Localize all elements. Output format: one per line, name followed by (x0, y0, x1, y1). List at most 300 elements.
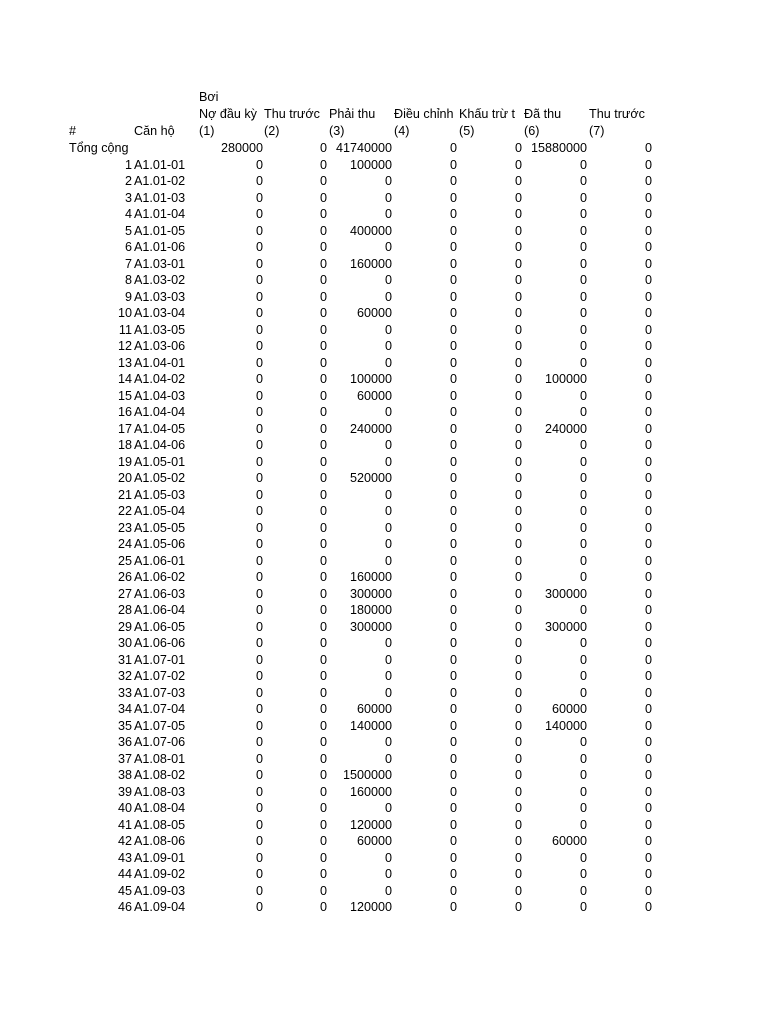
value-cell: 0 (644, 537, 652, 551)
unit-code: A1.05-05 (134, 520, 186, 535)
value-cell: 0 (319, 487, 327, 502)
col-6-name: Đã thu (524, 107, 562, 121)
row-number: 14 (117, 372, 132, 386)
value-cell: 0 (384, 652, 392, 667)
unit-code: A1.06-06 (134, 636, 186, 650)
value-cell: 0 (514, 636, 522, 650)
value-cell: 0 (579, 471, 587, 485)
value-cell: 0 (579, 504, 587, 518)
value-cell: 0 (319, 322, 327, 337)
col-7-name: Thu trước (589, 107, 645, 121)
unit-code: A1.09-01 (134, 850, 186, 865)
value-cell: 0 (644, 223, 652, 238)
value-cell: 0 (319, 190, 327, 205)
row-number: 8 (124, 273, 132, 287)
value-cell: 0 (514, 289, 522, 304)
value-cell: 0 (319, 570, 327, 584)
value-cell: 0 (384, 636, 392, 650)
value-cell: 0 (514, 421, 522, 436)
value-cell: 0 (579, 867, 587, 881)
value-cell: 0 (319, 306, 327, 320)
value-cell: 0 (449, 685, 457, 700)
value-cell: 0 (514, 570, 522, 584)
value-cell: 240000 (349, 421, 392, 436)
unit-code: A1.06-01 (134, 553, 186, 568)
value-cell: 0 (514, 207, 522, 221)
value-cell: 0 (384, 273, 392, 287)
value-cell: 0 (449, 405, 457, 419)
value-cell: 0 (514, 405, 522, 419)
value-cell: 0 (255, 652, 263, 667)
value-cell: 0 (255, 553, 263, 568)
value-cell: 0 (319, 586, 327, 601)
value-cell: 0 (579, 256, 587, 271)
row-number: 15 (117, 388, 132, 403)
value-cell: 0 (514, 702, 522, 716)
value-cell: 0 (319, 801, 327, 815)
unit-code: A1.01-02 (134, 174, 186, 188)
value-cell: 0 (255, 240, 263, 254)
col-5-name: Khấu trừ t (459, 107, 516, 121)
row-number: 41 (117, 817, 132, 832)
value-cell: 0 (255, 520, 263, 535)
value-cell: 0 (319, 520, 327, 535)
unit-code: A1.01-01 (134, 157, 186, 172)
value-cell: 0 (319, 883, 327, 898)
value-cell: 0 (644, 289, 652, 304)
row-number: 4 (124, 207, 132, 221)
row-number: 43 (117, 850, 132, 865)
value-cell: 0 (255, 801, 263, 815)
value-cell: 0 (579, 355, 587, 370)
value-cell: 0 (449, 586, 457, 601)
unit-header: Căn hộ (134, 124, 175, 138)
value-cell: 0 (514, 174, 522, 188)
value-cell: 0 (255, 619, 263, 634)
row-number: 28 (117, 603, 132, 617)
unit-code: A1.07-05 (134, 718, 186, 733)
value-cell: 0 (319, 174, 327, 188)
value-cell: 0 (319, 537, 327, 551)
value-cell: 0 (384, 454, 392, 469)
total-label: Tổng cộng (69, 141, 129, 155)
value-cell: 0 (319, 240, 327, 254)
unit-code: A1.04-05 (134, 421, 186, 436)
value-cell: 0 (384, 289, 392, 304)
value-cell: 0 (255, 504, 263, 518)
value-cell: 0 (449, 388, 457, 403)
col-5-code: (5) (459, 124, 475, 138)
value-cell: 0 (449, 735, 457, 749)
total-cell: 0 (449, 141, 457, 155)
value-cell: 0 (319, 900, 327, 914)
value-cell: 0 (514, 817, 522, 832)
value-cell: 0 (255, 685, 263, 700)
row-number: 1 (124, 157, 132, 172)
value-cell: 0 (579, 306, 587, 320)
value-cell: 0 (644, 504, 652, 518)
value-cell: 0 (255, 256, 263, 271)
hash-header: # (69, 124, 77, 138)
total-cell: 15880000 (530, 141, 587, 155)
value-cell: 0 (644, 834, 652, 848)
row-number: 13 (117, 355, 132, 370)
value-cell: 0 (644, 372, 652, 386)
value-cell: 0 (319, 702, 327, 716)
value-cell: 0 (449, 207, 457, 221)
unit-code: A1.05-06 (134, 537, 186, 551)
row-number: 42 (117, 834, 132, 848)
value-cell: 0 (319, 751, 327, 766)
value-cell: 0 (579, 883, 587, 898)
value-cell: 0 (449, 240, 457, 254)
value-cell: 0 (449, 850, 457, 865)
value-cell: 0 (384, 520, 392, 535)
value-cell: 0 (384, 751, 392, 766)
value-cell: 0 (449, 289, 457, 304)
value-cell: 0 (644, 883, 652, 898)
value-cell: 0 (255, 157, 263, 172)
value-cell: 0 (319, 454, 327, 469)
value-cell: 0 (384, 801, 392, 815)
value-cell: 0 (384, 504, 392, 518)
row-number: 38 (117, 768, 132, 782)
value-cell: 0 (514, 784, 522, 799)
value-cell: 0 (319, 636, 327, 650)
value-cell: 0 (319, 471, 327, 485)
value-cell: 0 (255, 339, 263, 353)
value-cell: 0 (384, 487, 392, 502)
value-cell: 0 (384, 850, 392, 865)
value-cell: 0 (579, 289, 587, 304)
value-cell: 0 (644, 636, 652, 650)
value-cell: 120000 (349, 817, 392, 832)
value-cell: 0 (449, 322, 457, 337)
value-cell: 0 (514, 388, 522, 403)
value-cell: 0 (514, 603, 522, 617)
row-number: 21 (117, 487, 132, 502)
row-number: 37 (117, 751, 132, 766)
value-cell: 0 (255, 421, 263, 436)
value-cell: 0 (319, 850, 327, 865)
value-cell: 0 (255, 273, 263, 287)
value-cell: 0 (644, 471, 652, 485)
value-cell: 0 (255, 702, 263, 716)
value-cell: 100000 (349, 372, 392, 386)
value-cell: 0 (514, 586, 522, 601)
value-cell: 180000 (349, 603, 392, 617)
value-cell: 0 (319, 388, 327, 403)
value-cell: 0 (319, 718, 327, 733)
value-cell: 0 (255, 636, 263, 650)
value-cell: 0 (644, 570, 652, 584)
value-cell: 0 (579, 405, 587, 419)
value-cell: 0 (255, 372, 263, 386)
value-cell: 0 (384, 322, 392, 337)
value-cell: 0 (514, 867, 522, 881)
value-cell: 140000 (544, 718, 587, 733)
col-2-code: (2) (264, 124, 280, 138)
unit-code: A1.03-02 (134, 273, 186, 287)
row-number: 44 (117, 867, 132, 881)
col-4-code: (4) (394, 124, 410, 138)
unit-code: A1.09-02 (134, 867, 186, 881)
value-cell: 0 (644, 174, 652, 188)
value-cell: 0 (449, 273, 457, 287)
value-cell: 0 (255, 405, 263, 419)
value-cell: 0 (579, 801, 587, 815)
value-cell: 0 (449, 553, 457, 568)
unit-code: A1.07-06 (134, 735, 186, 749)
value-cell: 160000 (349, 570, 392, 584)
value-cell: 0 (644, 652, 652, 667)
value-cell: 0 (255, 438, 263, 452)
value-cell: 0 (449, 570, 457, 584)
value-cell: 0 (579, 339, 587, 353)
value-cell: 0 (514, 751, 522, 766)
value-cell: 0 (319, 421, 327, 436)
value-cell: 0 (255, 454, 263, 469)
value-cell: 0 (514, 685, 522, 700)
value-cell: 0 (384, 339, 392, 353)
value-cell: 0 (255, 388, 263, 403)
value-cell: 0 (319, 834, 327, 848)
unit-code: A1.04-03 (134, 388, 186, 403)
value-cell: 0 (255, 289, 263, 304)
value-cell: 60000 (356, 306, 392, 320)
value-cell: 0 (255, 817, 263, 832)
unit-code: A1.07-01 (134, 652, 186, 667)
col-7-code: (7) (589, 124, 605, 138)
value-cell: 0 (514, 834, 522, 848)
unit-code: A1.08-05 (134, 817, 186, 832)
value-cell: 0 (319, 438, 327, 452)
value-cell: 0 (449, 504, 457, 518)
value-cell: 0 (255, 883, 263, 898)
value-cell: 0 (255, 207, 263, 221)
value-cell: 0 (514, 900, 522, 914)
value-cell: 0 (644, 322, 652, 337)
value-cell: 0 (255, 306, 263, 320)
value-cell: 0 (319, 273, 327, 287)
value-cell: 300000 (349, 586, 392, 601)
value-cell: 0 (514, 438, 522, 452)
value-cell: 0 (449, 157, 457, 172)
value-cell: 0 (644, 256, 652, 271)
value-cell: 0 (644, 801, 652, 815)
value-cell: 0 (579, 240, 587, 254)
row-number: 5 (124, 223, 132, 238)
row-number: 35 (117, 718, 132, 733)
unit-code: A1.05-02 (134, 471, 186, 485)
value-cell: 0 (255, 718, 263, 733)
col-3-name: Phải thu (329, 107, 376, 121)
value-cell: 0 (514, 537, 522, 551)
unit-code: A1.03-03 (134, 289, 186, 304)
row-number: 12 (117, 339, 132, 353)
row-number: 10 (117, 306, 132, 320)
unit-code: A1.04-06 (134, 438, 186, 452)
unit-code: A1.06-03 (134, 586, 186, 601)
row-number: 2 (124, 174, 132, 188)
value-cell: 0 (384, 240, 392, 254)
unit-code: A1.08-03 (134, 784, 186, 799)
value-cell: 120000 (349, 900, 392, 914)
row-number: 46 (117, 900, 132, 914)
row-number: 22 (117, 504, 132, 518)
value-cell: 0 (255, 735, 263, 749)
value-cell: 0 (449, 652, 457, 667)
value-cell: 0 (384, 537, 392, 551)
unit-code: A1.03-06 (134, 339, 186, 353)
value-cell: 0 (644, 421, 652, 436)
value-cell: 0 (449, 190, 457, 205)
value-cell: 0 (644, 157, 652, 172)
value-cell: 0 (449, 487, 457, 502)
value-cell: 0 (644, 553, 652, 568)
value-cell: 0 (514, 256, 522, 271)
value-cell: 0 (449, 801, 457, 815)
value-cell: 0 (579, 685, 587, 700)
value-cell: 0 (449, 751, 457, 766)
value-cell: 0 (255, 784, 263, 799)
value-cell: 0 (319, 669, 327, 683)
value-cell: 0 (644, 867, 652, 881)
value-cell: 100000 (544, 372, 587, 386)
value-cell: 0 (384, 867, 392, 881)
row-number: 32 (117, 669, 132, 683)
group-label: Bơi (199, 90, 219, 104)
value-cell: 0 (449, 471, 457, 485)
value-cell: 0 (449, 537, 457, 551)
value-cell: 0 (384, 669, 392, 683)
value-cell: 0 (319, 817, 327, 832)
value-cell: 0 (514, 768, 522, 782)
value-cell: 0 (514, 372, 522, 386)
unit-code: A1.09-04 (134, 900, 186, 914)
col-4-name: Điều chỉnh (394, 107, 454, 121)
value-cell: 0 (514, 669, 522, 683)
value-cell: 0 (449, 636, 457, 650)
value-cell: 240000 (544, 421, 587, 436)
value-cell: 0 (319, 735, 327, 749)
row-number: 7 (124, 256, 132, 271)
value-cell: 0 (255, 586, 263, 601)
col-3-code: (3) (329, 124, 345, 138)
row-number: 6 (124, 240, 132, 254)
unit-code: A1.01-03 (134, 190, 186, 205)
row-number: 17 (117, 421, 132, 436)
value-cell: 0 (449, 438, 457, 452)
value-cell: 0 (514, 355, 522, 370)
row-number: 23 (117, 520, 132, 535)
value-cell: 300000 (349, 619, 392, 634)
value-cell: 0 (384, 207, 392, 221)
value-cell: 0 (579, 454, 587, 469)
value-cell: 0 (644, 306, 652, 320)
value-cell: 0 (579, 537, 587, 551)
row-number: 26 (117, 570, 132, 584)
unit-code: A1.08-01 (134, 751, 186, 766)
unit-code: A1.08-02 (134, 768, 186, 782)
value-cell: 0 (449, 256, 457, 271)
unit-code: A1.01-06 (134, 240, 186, 254)
unit-code: A1.08-06 (134, 834, 186, 848)
value-cell: 0 (579, 438, 587, 452)
value-cell: 0 (449, 834, 457, 848)
unit-code: A1.09-03 (134, 883, 186, 898)
value-cell: 0 (319, 256, 327, 271)
value-cell: 0 (579, 223, 587, 238)
row-number: 34 (117, 702, 132, 716)
value-cell: 0 (384, 553, 392, 568)
col-1-code: (1) (199, 124, 215, 138)
value-cell: 0 (644, 355, 652, 370)
row-number: 20 (117, 471, 132, 485)
value-cell: 0 (319, 619, 327, 634)
row-number: 45 (117, 883, 132, 898)
unit-code: A1.01-05 (134, 223, 186, 238)
value-cell: 0 (384, 883, 392, 898)
value-cell: 0 (579, 768, 587, 782)
value-cell: 0 (644, 768, 652, 782)
unit-code: A1.06-04 (134, 603, 186, 617)
value-cell: 0 (644, 586, 652, 601)
unit-code: A1.06-05 (134, 619, 186, 634)
value-cell: 0 (449, 619, 457, 634)
value-cell: 0 (579, 207, 587, 221)
value-cell: 0 (579, 850, 587, 865)
value-cell: 1500000 (342, 768, 392, 782)
row-number: 3 (124, 190, 132, 205)
value-cell: 0 (449, 867, 457, 881)
value-cell: 0 (449, 339, 457, 353)
value-cell: 0 (384, 438, 392, 452)
value-cell: 0 (255, 190, 263, 205)
unit-code: A1.08-04 (134, 801, 186, 815)
value-cell: 0 (255, 570, 263, 584)
value-cell: 0 (449, 421, 457, 436)
value-cell: 0 (449, 817, 457, 832)
value-cell: 0 (319, 223, 327, 238)
value-cell: 0 (319, 289, 327, 304)
value-cell: 0 (514, 471, 522, 485)
value-cell: 0 (644, 751, 652, 766)
value-cell: 0 (255, 174, 263, 188)
value-cell: 0 (579, 669, 587, 683)
value-cell: 0 (644, 438, 652, 452)
value-cell: 0 (514, 487, 522, 502)
total-cell: 280000 (220, 141, 263, 155)
value-cell: 0 (514, 322, 522, 337)
value-cell: 0 (644, 487, 652, 502)
total-cell: 0 (514, 141, 522, 155)
value-cell: 60000 (356, 834, 392, 848)
value-cell: 0 (644, 702, 652, 716)
unit-code: A1.03-04 (134, 306, 186, 320)
value-cell: 0 (319, 784, 327, 799)
value-cell: 0 (319, 355, 327, 370)
value-cell: 0 (644, 718, 652, 733)
value-cell: 0 (579, 388, 587, 403)
value-cell: 0 (255, 537, 263, 551)
unit-code: A1.07-02 (134, 669, 186, 683)
value-cell: 0 (644, 900, 652, 914)
value-cell: 0 (384, 174, 392, 188)
value-cell: 0 (579, 817, 587, 832)
value-cell: 0 (449, 883, 457, 898)
col-1-name: Nợ đầu kỳ (199, 107, 257, 121)
